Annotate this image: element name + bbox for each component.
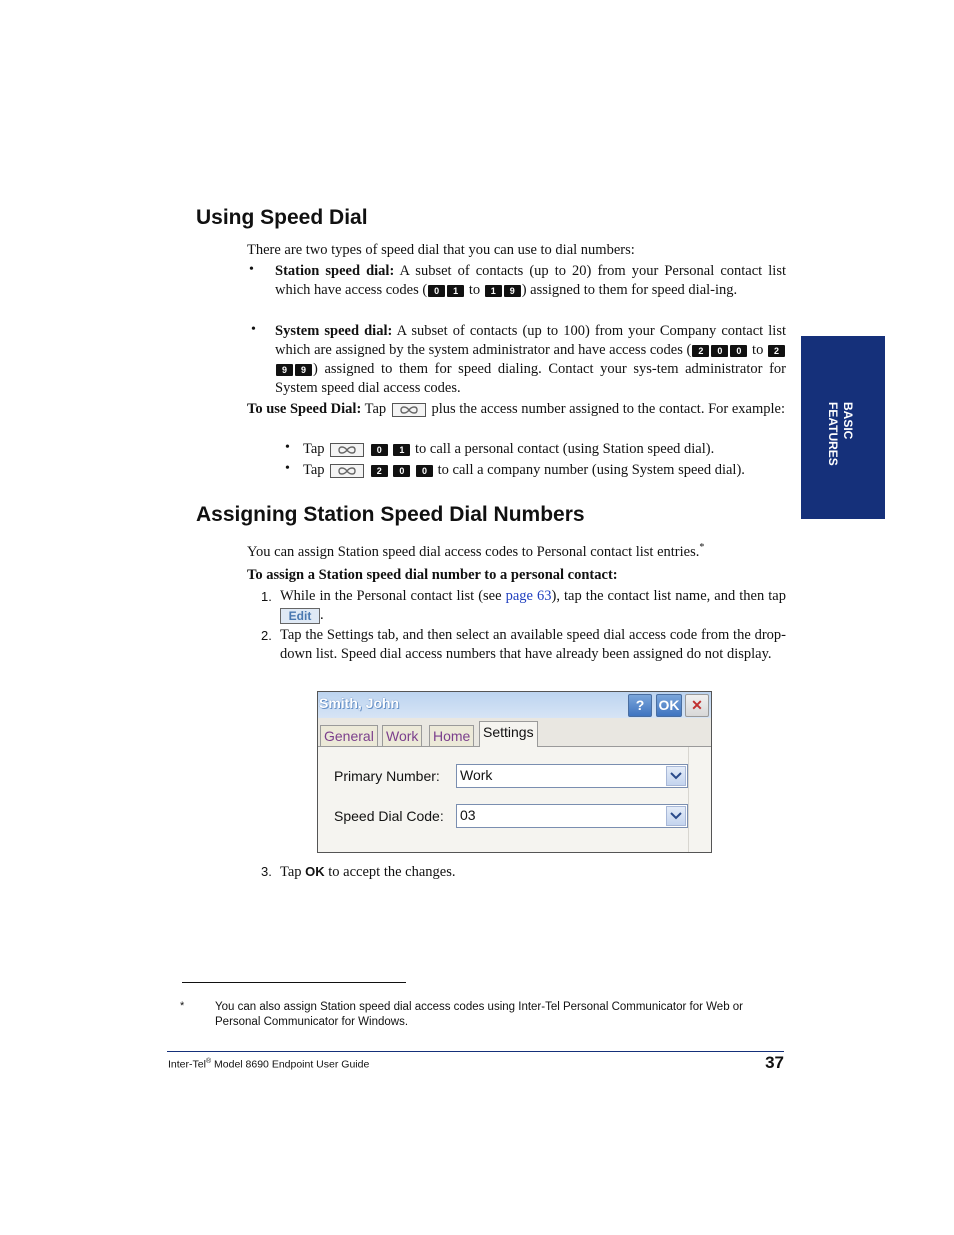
step-number: 1. xyxy=(261,589,272,604)
primary-number-select[interactable] xyxy=(456,764,688,788)
footer-rest: Model 8690 Endpoint User Guide xyxy=(211,1058,370,1071)
speed-dial-code-select[interactable] xyxy=(456,804,688,828)
key-0: 0 xyxy=(393,465,410,477)
text: to accept the changes. xyxy=(324,864,456,880)
section-heading-using-speed-dial: Using Speed Dial xyxy=(196,206,368,229)
text: to xyxy=(748,342,768,358)
ok-label: OK xyxy=(305,864,325,879)
bold-label: To use Speed Dial: xyxy=(247,401,362,417)
primary-number-label: Primary Number: xyxy=(334,768,440,784)
dialog-title: Smith, John xyxy=(319,695,400,711)
key-2: 2 xyxy=(768,345,785,357)
step-3 xyxy=(280,862,786,882)
footnote-ref[interactable]: * xyxy=(699,542,705,553)
to-use-speed-dial xyxy=(247,400,786,419)
tab-general[interactable]: General xyxy=(320,725,378,746)
page-number: 37 xyxy=(765,1053,784,1072)
text: to xyxy=(465,282,484,298)
registered-mark: ® xyxy=(205,1058,212,1065)
footer-divider xyxy=(167,1051,784,1052)
tab-home[interactable]: Home xyxy=(429,725,474,746)
step-number: 2. xyxy=(261,628,272,643)
section-heading-assigning: Assigning Station Speed Dial Numbers xyxy=(196,503,585,526)
chevron-down-icon[interactable] xyxy=(666,806,686,826)
text: Tap xyxy=(280,864,306,880)
contact-dialog xyxy=(317,691,712,853)
speed-dial-icon xyxy=(330,443,364,457)
key-1: 1 xyxy=(393,444,410,456)
help-button[interactable]: ? xyxy=(628,694,652,717)
key-2: 2 xyxy=(371,465,388,477)
footnote-text: You can also assign Station speed dial access codes using Inter-Tel Personal Communicator for Web or Personal Communicator for Windows. xyxy=(215,1001,744,1028)
text: You can assign Station speed dial access codes to Personal contact list entries. xyxy=(247,543,700,560)
procedure-title: To assign a Station speed dial number to a personal contact: xyxy=(247,567,618,583)
speed-dial-icon xyxy=(392,403,426,417)
dialog-title-bar xyxy=(318,692,711,718)
key-9: 9 xyxy=(276,364,293,376)
text: to call a personal contact (using Station speed dial). xyxy=(411,441,715,457)
step-2: Tap the Settings tab, and then select an available speed dial access code from the drop-down list. Speed dial access numbers that have already been assigned do not display. xyxy=(280,627,786,662)
key-0: 0 xyxy=(730,345,747,357)
bold-label: System speed dial: xyxy=(275,323,393,339)
text: While in the Personal contact list (see xyxy=(280,588,506,604)
key-0: 0 xyxy=(416,465,433,477)
ok-button[interactable]: OK xyxy=(656,694,682,717)
bullet: • xyxy=(285,461,290,476)
bullet-system-speed-dial xyxy=(275,322,786,398)
chevron-down-icon[interactable] xyxy=(666,766,686,786)
step-number: 3. xyxy=(261,864,272,879)
footer-brand: Inter-Tel xyxy=(168,1058,206,1071)
text: plus the access number assigned to the contact. For example: xyxy=(427,401,785,417)
text: Tap xyxy=(361,401,390,417)
key-0: 0 xyxy=(428,285,445,297)
edit-button-image: Edit xyxy=(280,608,320,624)
bullet-station-speed-dial xyxy=(275,262,786,300)
example-system xyxy=(303,461,786,480)
bullet: • xyxy=(285,440,290,455)
footnote-mark: * xyxy=(180,1000,185,1012)
speed-dial-icon xyxy=(330,464,364,478)
bold-label: Station speed dial: xyxy=(275,263,395,279)
key-1: 1 xyxy=(485,285,502,297)
text: . xyxy=(320,607,324,623)
side-tab-label xyxy=(825,402,855,466)
side-tab-basic-features xyxy=(801,336,885,519)
key-2: 2 xyxy=(692,345,709,357)
text: ) assigned to them for speed dial-ing. xyxy=(521,282,738,298)
step-1 xyxy=(280,587,786,625)
page-link[interactable]: page 63 xyxy=(505,588,552,604)
text: A subset of contacts (up to 100) from your Company contact list which are assigned by the system administrator and have access codes ( xyxy=(275,323,786,358)
text: Tap xyxy=(303,462,325,478)
assign-intro xyxy=(247,538,787,562)
tab-work[interactable]: Work xyxy=(382,725,422,746)
key-9: 9 xyxy=(504,285,521,297)
bullet: • xyxy=(251,322,256,337)
intro-paragraph: There are two types of speed dial that you can use to dial numbers: xyxy=(247,242,635,258)
bullet: • xyxy=(249,262,254,277)
footer-title xyxy=(168,1058,369,1071)
text: Tap xyxy=(303,441,325,457)
side-tab-line1: BASIC xyxy=(841,402,855,440)
scrollbar[interactable] xyxy=(688,747,711,852)
key-9: 9 xyxy=(295,364,312,376)
example-station xyxy=(303,440,786,459)
key-0: 0 xyxy=(371,444,388,456)
key-0: 0 xyxy=(711,345,728,357)
side-tab-line2: FEATURES xyxy=(826,402,840,466)
tab-settings[interactable]: Settings xyxy=(479,721,538,747)
dialog-tabs xyxy=(318,718,711,747)
text: ), tap the contact list name, and then tap xyxy=(551,588,786,604)
key-1: 1 xyxy=(447,285,464,297)
text: to call a company number (using System speed dial). xyxy=(434,462,745,478)
text: ) assigned to them for speed dialing. Contact your sys-tem administrator for System speed dial access codes. xyxy=(275,361,786,396)
text: A subset of contacts (up to 20) from your Personal contact list which have access codes ( xyxy=(275,263,786,298)
primary-number-value: Work xyxy=(460,767,493,783)
speed-dial-code-value: 03 xyxy=(460,807,476,823)
close-button[interactable]: ✕ xyxy=(685,694,709,717)
speed-dial-code-label: Speed Dial Code: xyxy=(334,808,444,824)
dialog-body xyxy=(318,747,711,852)
footnote-divider xyxy=(182,982,406,983)
